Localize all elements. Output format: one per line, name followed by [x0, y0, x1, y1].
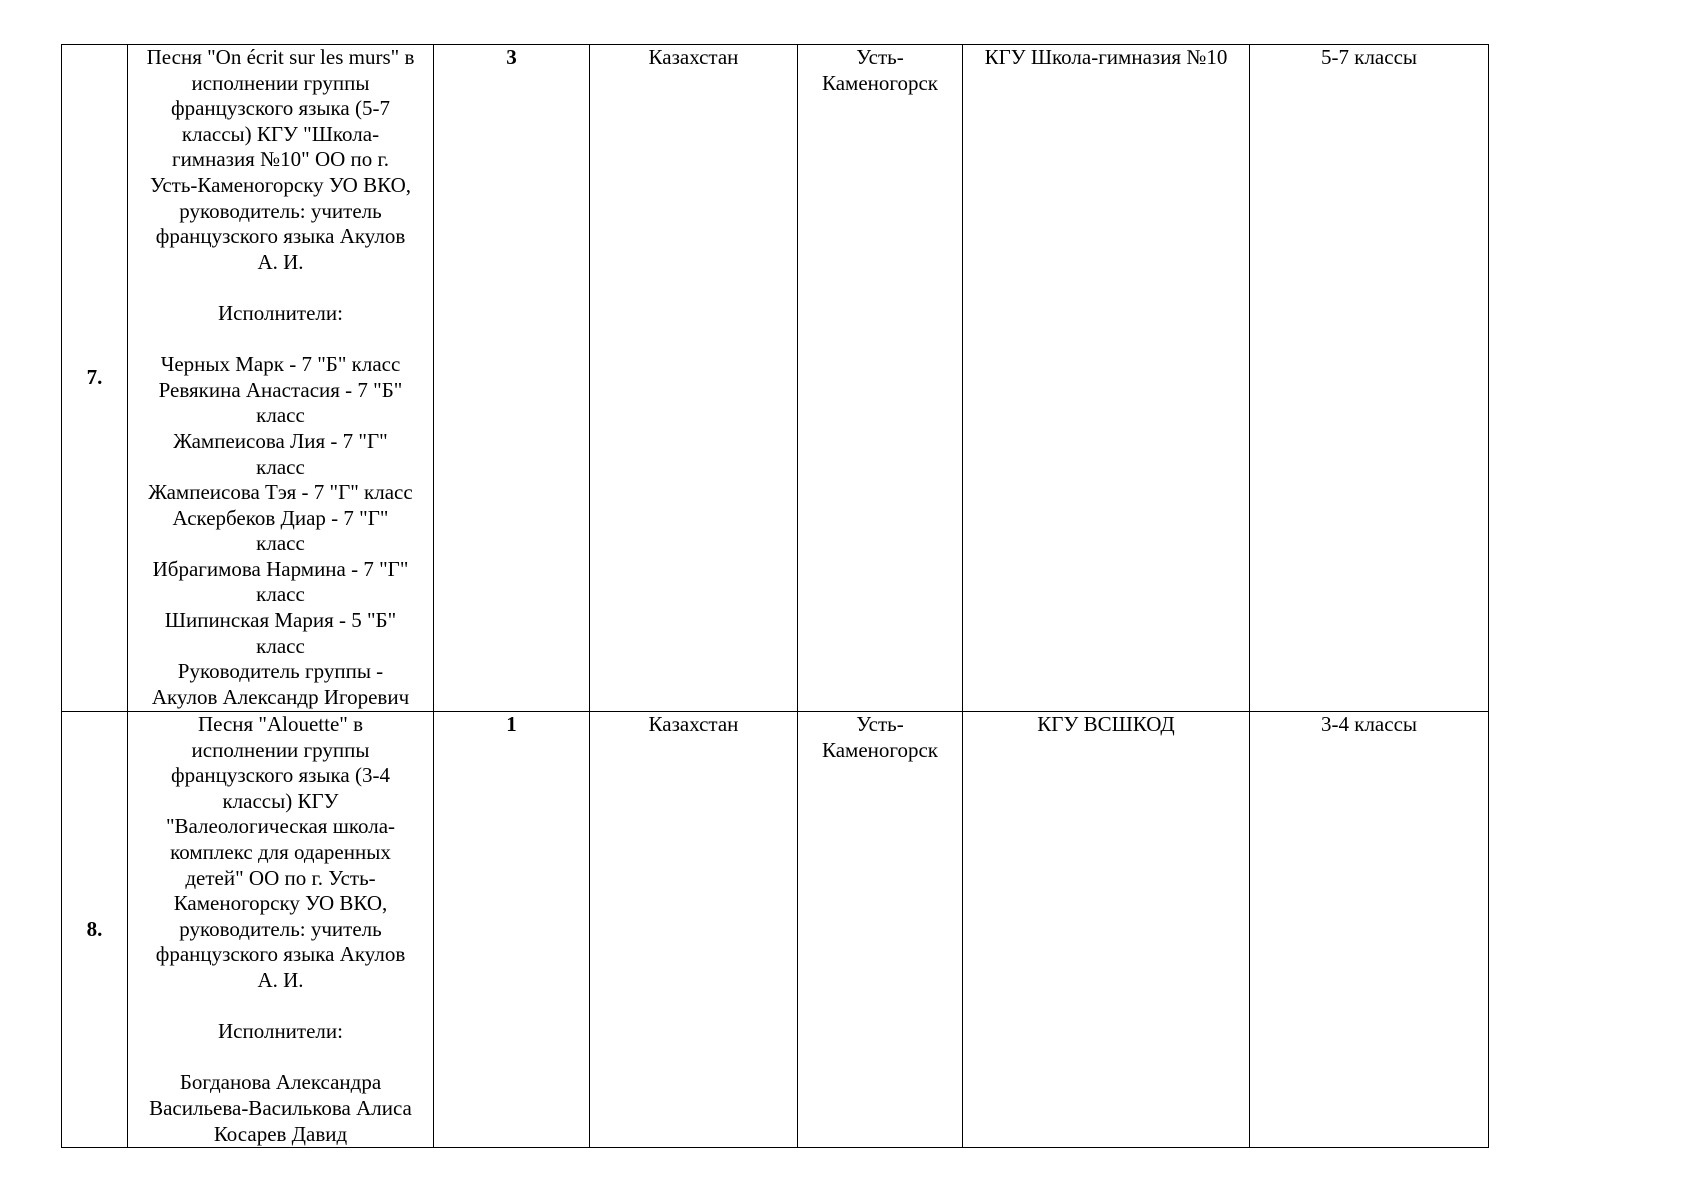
description-line: Песня "On écrit sur les murs" в — [146, 45, 415, 69]
grades-value: 5-7 классы — [1321, 45, 1417, 69]
description-line: класс — [256, 531, 305, 556]
city-cell — [798, 45, 963, 712]
description-line: Косарев Давид — [213, 1121, 348, 1146]
description-line: А. И. — [257, 249, 304, 274]
description-line: Ревякина Анастасия - 7 "Б" — [158, 377, 403, 402]
city-line: Усть- — [856, 712, 904, 736]
country-cell — [590, 712, 798, 1148]
country-cell — [590, 45, 798, 712]
description-line: класс — [256, 454, 305, 479]
city-line: Каменогорск — [821, 737, 938, 762]
description-line: классы) КГУ — [222, 788, 339, 813]
description-line: класс — [256, 633, 305, 658]
description-line: класс — [256, 582, 305, 607]
description-line: руководитель: учитель — [179, 198, 382, 223]
row-number-cell — [62, 45, 128, 712]
city-line: Усть- — [856, 45, 904, 69]
organization-cell — [963, 712, 1250, 1148]
description-line: Ибрагимова Нармина - 7 "Г" — [152, 556, 409, 581]
description-line: Исполнители: — [218, 300, 343, 325]
description-line: французского языка (3-4 — [170, 763, 390, 788]
description-line: гимназия №10" ОО по г. — [171, 147, 390, 172]
description-line: Каменогорску УО ВКО, — [173, 891, 388, 916]
row-number: 8. — [86, 916, 103, 941]
city-line: Каменогорск — [821, 70, 938, 95]
description-line: Васильева-Василькова Алиса — [149, 1095, 412, 1120]
description-line: Усть-Каменогорску УО ВКО, — [149, 172, 412, 197]
description-line — [132, 327, 429, 353]
description-line: класс — [256, 403, 305, 428]
description-cell — [128, 45, 434, 712]
description-line: "Валеологическая школа- — [165, 814, 396, 839]
count-cell — [434, 712, 590, 1148]
description-line: классы) КГУ "Школа- — [181, 121, 380, 146]
city-cell — [798, 712, 963, 1148]
grades-cell — [1250, 45, 1489, 712]
description-line: детей" ОО по г. Усть- — [185, 865, 376, 890]
row-number-cell — [62, 712, 128, 1148]
description-line: Исполнители: — [218, 1019, 343, 1044]
description-line: Жампеисова Лия - 7 "Г" — [173, 428, 388, 453]
description-line: Аскербеков Диар - 7 "Г" — [172, 505, 389, 530]
description-line: Богданова Александра — [179, 1070, 382, 1095]
description-cell — [128, 712, 434, 1148]
country-name: Казахстан — [648, 712, 739, 736]
description-line — [132, 994, 429, 1020]
description-line — [132, 1045, 429, 1071]
description-line: комплекс для одаренных — [170, 839, 391, 864]
country-name: Казахстан — [648, 45, 739, 69]
organization-name: КГУ Школа-гимназия №10 — [984, 45, 1228, 69]
description-line: руководитель: учитель — [179, 916, 382, 941]
organization-name: КГУ ВСШКОД — [1037, 712, 1175, 736]
description-line — [132, 275, 429, 301]
description-line: Жампеисова Тэя - 7 "Г" класс — [148, 480, 413, 505]
participant-count: 3 — [506, 45, 517, 69]
participant-count: 1 — [506, 712, 517, 736]
grades-value: 3-4 классы — [1321, 712, 1417, 736]
participants-table — [61, 44, 1489, 1148]
organization-cell — [963, 45, 1250, 712]
grades-cell — [1250, 712, 1489, 1148]
table-row — [62, 45, 1489, 712]
table-row — [62, 712, 1489, 1148]
description-line: Руководитель группы - — [177, 659, 384, 684]
description-line: Шипинская Мария - 5 "Б" — [164, 608, 397, 633]
description-line: французского языка Акулов — [155, 942, 406, 967]
count-cell — [434, 45, 590, 712]
description-line: французского языка (5-7 — [170, 96, 390, 121]
row-number: 7. — [86, 365, 103, 390]
description-line: исполнении группы — [191, 70, 370, 95]
description-line: исполнении группы — [191, 737, 370, 762]
description-line: французского языка Акулов — [155, 224, 406, 249]
description-line: А. И. — [257, 967, 304, 992]
description-line: Акулов Александр Игоревич — [151, 684, 410, 709]
description-line: Песня "Alouette" в — [197, 712, 364, 736]
description-line: Черных Марк - 7 "Б" класс — [160, 352, 401, 377]
